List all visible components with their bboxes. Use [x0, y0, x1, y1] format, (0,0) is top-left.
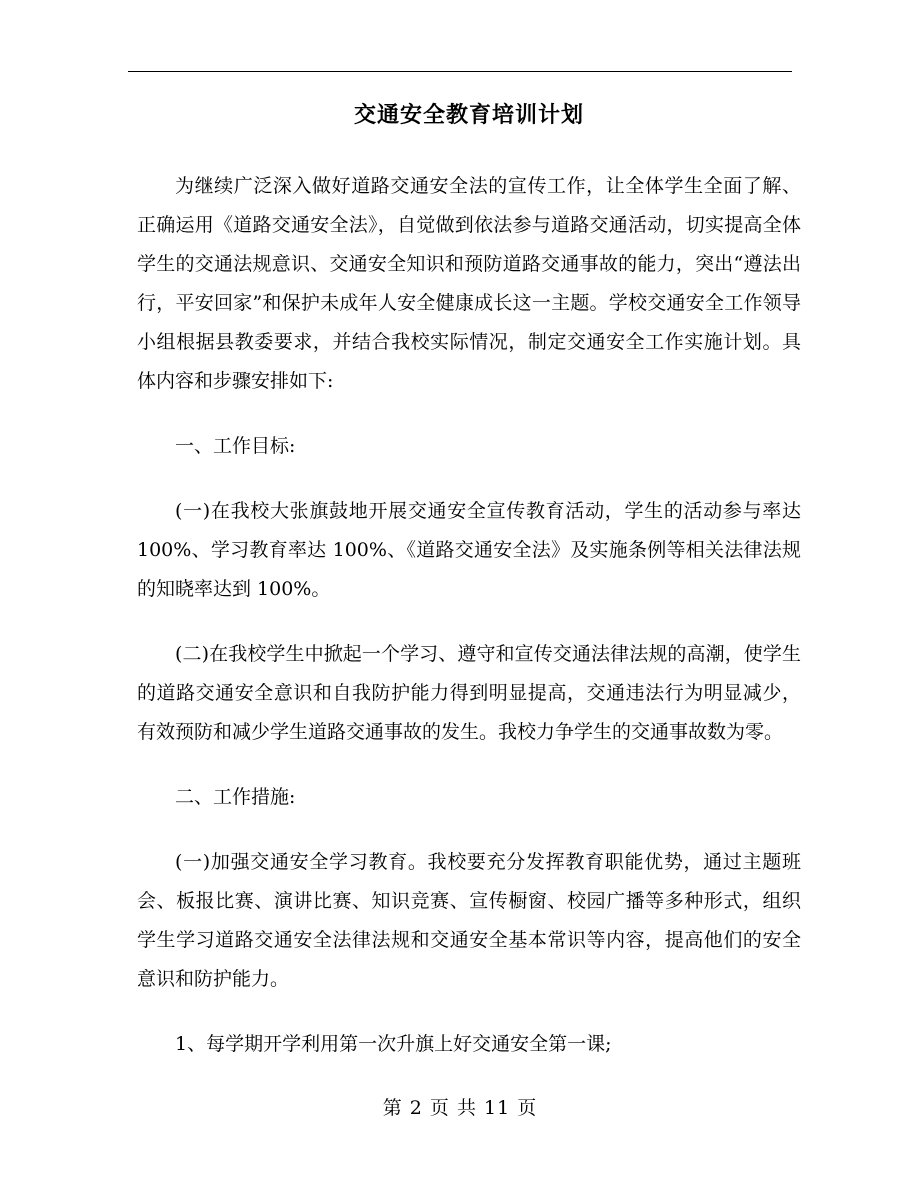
paragraph-measure-item-1: 1、每学期开学利用第一次升旗上好交通安全第一课; — [175, 1032, 612, 1055]
document-title: 交通安全教育培训计划 — [353, 102, 584, 128]
paragraph-goal-1: (一)在我校大张旗鼓地开展交通安全宣传教育活动，学生的活动参与率达 100%、学习教育率达 100%、《道路交通安全法》及实施条例等相关法律法规的知晓率达到 100%。 — [137, 499, 801, 600]
paragraph-intro: 为继续广泛深入做好道路交通安全法的宣传工作，让全体学生全面了解、正确运用《道路交通安全法》，自觉做到依法参与道路交通活动，切实提高全体学生的交通法规意识、交通安全知识和预防道路交通事故的能力，突出“遵法出行，平安回家”和保护未成年人安全健康成长这一主题。学校交通安全工作领导小组根据县教委要求，并结合我校实际情况，制定交通安全工作实施计划。具体内容和步骤安排如下: — [137, 174, 801, 392]
paragraph-measure-1: (一)加强交通安全学习教育。我校要充分发挥教育职能优势，通过主题班会、板报比赛、演讲比赛、知识竞赛、宣传橱窗、校园广播等多种形式，组织学生学习道路交通安全法律法规和交通安全基本常识等内容，提高他们的安全意识和防护能力。 — [137, 850, 801, 990]
heading-work-measures: 二、工作措施: — [175, 785, 296, 808]
heading-work-goals: 一、工作目标: — [175, 434, 296, 457]
header-rule — [128, 71, 792, 72]
paragraph-goal-2: (二)在我校学生中掀起一个学习、遵守和宣传交通法律法规的高潮，使学生的道路交通安全意识和自我防护能力得到明显提高，交通违法行为明显减少，有效预防和减少学生道路交通事故的发生。我校力争学生的交通事故数为零。 — [137, 642, 801, 743]
page-number: 第 2 页 共 11 页 — [382, 1097, 538, 1119]
document-body — [137, 100, 801, 1064]
